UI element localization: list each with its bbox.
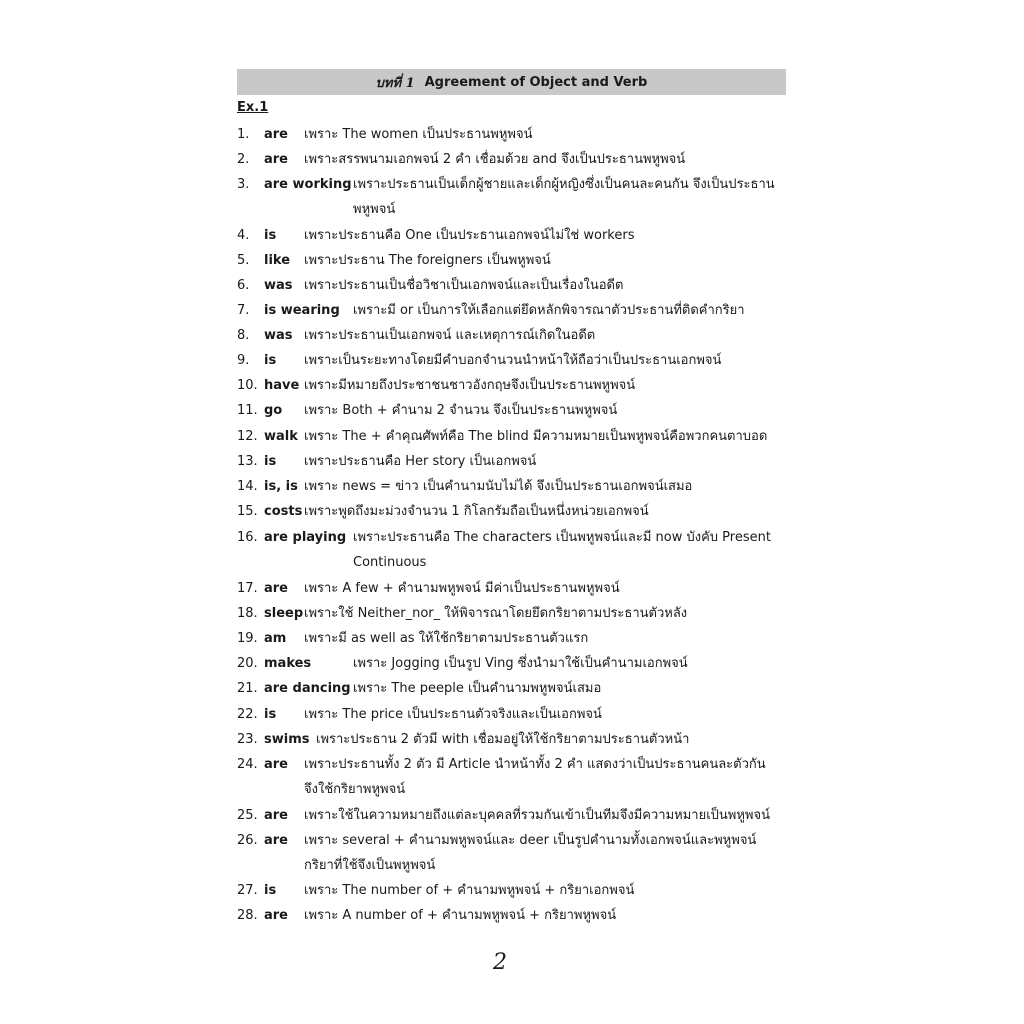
item-number: 21.	[237, 681, 258, 696]
answer-item	[237, 424, 768, 449]
item-number: 4.	[237, 228, 250, 243]
item-number: 16.	[237, 530, 258, 545]
answer-item	[237, 903, 617, 928]
item-explanation: เพราะประธาน 2 ตัวมี with เชื่อมอยู่ให้ใช้กริยาตามประธานตัวหน้า	[316, 732, 690, 747]
answer-item	[237, 449, 537, 474]
item-answer: sleep	[264, 606, 304, 621]
item-number: 15.	[237, 504, 258, 519]
item-explanation: เพราะ The + คำคุณศัพท์คือ The blind มีความหมายเป็นพหูพจน์คือพวกคนตาบอด	[304, 429, 768, 444]
item-answer: makes	[264, 656, 312, 671]
item-explanation: เพราะประธานเป็นชื่อวิชาเป็นเอกพจน์และเป็นเรื่องในอดีต	[304, 278, 624, 293]
item-answer: walk	[264, 429, 298, 444]
answer-item	[237, 248, 551, 273]
item-number: 3.	[237, 177, 250, 192]
item-answer: is wearing	[264, 303, 340, 318]
item-answer: are	[264, 833, 289, 848]
item-answer: is	[264, 883, 277, 898]
item-explanation: เพราะประธานทั้ง 2 ตัว มี Article นำหน้าทั้ง 2 คำ แสดงว่าเป็นประธานคนละตัวกัน	[304, 757, 766, 772]
item-explanation: เพราะ A number of + คำนามพหูพจน์ + กริยาพหูพจน์	[304, 908, 617, 923]
item-explanation: เพราะ A few + คำนามพหูพจน์ มีค่าเป็นประธานพหูพจน์	[304, 581, 620, 596]
item-number: 26.	[237, 833, 258, 848]
item-number: 6.	[237, 278, 250, 293]
answer-item	[237, 651, 688, 676]
item-answer: is	[264, 353, 277, 368]
item-explanation: เพราะใช้ Neither_nor_ ให้พิจารณาโดยยึดกริยาตามประธานตัวหลัง	[304, 606, 688, 621]
item-explanation: เพราะ The peeple เป็นคำนามพหูพจน์เสมอ	[353, 681, 602, 696]
item-answer: are	[264, 581, 289, 596]
answer-item	[237, 223, 635, 248]
item-number: 5.	[237, 253, 250, 268]
item-explanation-continued: จึงใช้กริยาพหูพจน์	[304, 782, 406, 797]
item-explanation: เพราะ several + คำนามพหูพจน์และ deer เป็นรูปคำนามทั้งเอกพจน์และพหูพจน์	[304, 833, 757, 848]
answer-item	[237, 525, 771, 570]
answer-item	[237, 373, 636, 398]
answer-item	[237, 273, 624, 298]
item-number: 9.	[237, 353, 250, 368]
item-explanation: เพราะประธานคือ The characters เป็นพหูพจน์และมี now บังคับ Present	[353, 530, 771, 545]
item-answer: are working	[264, 177, 352, 192]
item-number: 18.	[237, 606, 258, 621]
answer-item	[237, 348, 722, 373]
item-explanation: เพราะ The women เป็นประธานพหูพจน์	[304, 127, 533, 142]
item-answer: swims	[264, 732, 310, 747]
item-number: 19.	[237, 631, 258, 646]
item-number: 12.	[237, 429, 258, 444]
item-explanation: เพราะเป็นระยะทางโดยมีคำบอกจำนวนนำหน้าให้ถือว่าเป็นประธานเอกพจน์	[304, 353, 722, 368]
answer-item	[237, 702, 602, 727]
item-number: 14.	[237, 479, 258, 494]
item-explanation: เพราะประธานเป็นเอกพจน์ และเหตุการณ์เกิดในอดีต	[304, 328, 596, 343]
item-answer: is	[264, 454, 277, 469]
item-explanation: เพราะ Both + คำนาม 2 จำนวน จึงเป็นประธานพหูพจน์	[304, 403, 618, 418]
item-explanation-continued: พหูพจน์	[353, 202, 396, 217]
item-answer: are	[264, 152, 289, 167]
item-number: 23.	[237, 732, 258, 747]
item-number: 11.	[237, 403, 258, 418]
item-explanation: เพราะใช้ในความหมายถึงแต่ละบุคคลที่รวมกันเข้าเป็นทีมจึงมีความหมายเป็นพหูพจน์	[304, 808, 770, 823]
item-answer: is	[264, 707, 277, 722]
item-number: 10.	[237, 378, 258, 393]
answer-item	[237, 147, 686, 172]
item-answer: am	[264, 631, 287, 646]
item-explanation: เพราะ The number of + คำนามพหูพจน์ + กริยาเอกพจน์	[304, 883, 635, 898]
item-number: 27.	[237, 883, 258, 898]
answer-item	[237, 398, 618, 423]
answer-item	[237, 122, 533, 147]
item-number: 20.	[237, 656, 258, 671]
item-number: 24.	[237, 757, 258, 772]
item-number: 2.	[237, 152, 250, 167]
item-answer: are playing	[264, 530, 347, 545]
item-answer: are	[264, 757, 289, 772]
answer-item	[237, 803, 770, 828]
item-answer: are	[264, 808, 289, 823]
item-answer: go	[264, 403, 283, 418]
item-answer: is	[264, 228, 277, 243]
item-answer: was	[264, 328, 293, 343]
item-answer: is, is	[264, 479, 298, 494]
answer-item	[237, 626, 589, 651]
answer-item	[237, 878, 635, 903]
item-answer: are dancing	[264, 681, 351, 696]
answer-item	[237, 298, 745, 323]
item-answer: costs	[264, 504, 303, 519]
item-number: 17.	[237, 581, 258, 596]
item-explanation: เพราะประธานคือ Her story เป็นเอกพจน์	[304, 454, 537, 469]
item-explanation: เพราะพูดถึงมะม่วงจำนวน 1 กิโลกรัมถือเป็นหนึ่งหน่วยเอกพจน์	[304, 504, 649, 519]
item-number: 28.	[237, 908, 258, 923]
answer-item	[237, 323, 596, 348]
item-explanation: เพราะสรรพนามเอกพจน์ 2 คำ เชื่อมด้วย and จึงเป็นประธานพหูพจน์	[304, 152, 686, 167]
answer-item	[237, 601, 688, 626]
item-number: 22.	[237, 707, 258, 722]
answer-item	[237, 676, 602, 701]
item-explanation: เพราะมี as well as ให้ใช้กริยาตามประธานตัวแรก	[304, 631, 589, 646]
item-answer: was	[264, 278, 293, 293]
item-explanation: เพราะ Jogging เป็นรูป Ving ซึ่งนำมาใช้เป็นคำนามเอกพจน์	[353, 656, 688, 671]
item-answer: are	[264, 127, 289, 142]
item-answer: like	[264, 253, 291, 268]
item-explanation-continued: Continuous	[353, 555, 427, 570]
chapter-title: Agreement of Object and Verb	[424, 74, 648, 90]
answer-item	[237, 172, 775, 217]
item-explanation-continued: กริยาที่ใช้จึงเป็นพหูพจน์	[304, 858, 436, 873]
item-explanation: เพราะ news = ข่าว เป็นคำนามนับไม่ได้ จึงเป็นประธานเอกพจน์เสมอ	[304, 479, 693, 494]
item-number: 8.	[237, 328, 250, 343]
answer-item	[237, 828, 757, 873]
item-explanation: เพราะประธานคือ One เป็นประธานเอกพจน์ไม่ใช่ workers	[304, 228, 635, 243]
answer-item	[237, 727, 690, 752]
item-explanation: เพราะประธานเป็นเด็กผู้ชายและเด็กผู้หญิงซึ่งเป็นคนละคนกัน จึงเป็นประธาน	[353, 177, 775, 192]
answer-item	[237, 474, 693, 499]
item-explanation: เพราะ The price เป็นประธานตัวจริงและเป็นเอกพจน์	[304, 707, 602, 722]
item-number: 13.	[237, 454, 258, 469]
item-explanation: เพราะมีหมายถึงประชาชนชาวอังกฤษจึงเป็นประธานพหูพจน์	[304, 378, 636, 393]
answer-item	[237, 576, 620, 601]
item-answer: have	[264, 378, 300, 393]
item-number: 25.	[237, 808, 258, 823]
lesson-number: บทที่ 1	[375, 75, 415, 91]
item-number: 7.	[237, 303, 250, 318]
answer-item	[237, 752, 766, 797]
page-number: 2	[493, 950, 507, 975]
answer-item	[237, 499, 649, 524]
item-number: 1.	[237, 127, 250, 142]
item-answer: are	[264, 908, 289, 923]
item-explanation: เพราะประธาน The foreigners เป็นพหูพจน์	[304, 253, 551, 268]
exercise-label: Ex.1	[237, 100, 269, 115]
chapter-header	[237, 69, 786, 95]
item-explanation: เพราะมี or เป็นการให้เลือกแต่ยึดหลักพิจารณาตัวประธานที่ติดคำกริยา	[353, 303, 745, 318]
